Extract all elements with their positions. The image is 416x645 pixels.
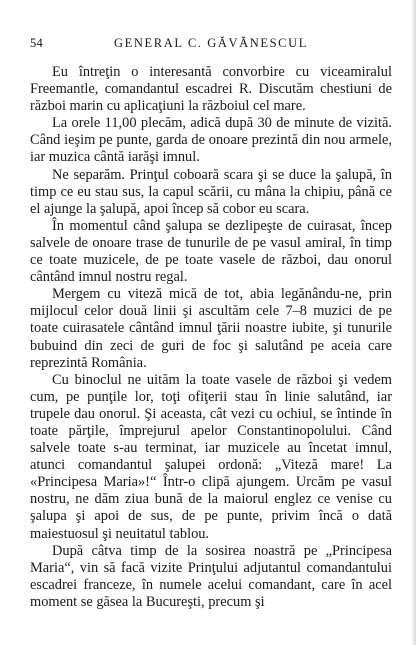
paragraph: Cu binoclul ne uităm la toate vasele de război şi vedem cum, pe punţile lor, toţi ofiţerii stau în linie salutând, iar trupele dau onorul. Şi aceasta, cât vezi cu ochiul, se întinde în toate părţile, împrejurul apelor Constantinopolului. Când salvele toate s-au terminat, iar muzicele au încetat imnul, atunci comandantul şalupei ordonă: „Viteză mare! La «Principesa Maria»!“ Într-o clipă ajungem. Urcăm pe vasul nostru, ne dăm ziua bună de la maiorul englez ce venise cu şalupa şi apoi de sus, de pe punte, privim încă o dată maiestuosul şi neuitatul tablou. [30,371,392,542]
paragraph: La orele 11,00 plecăm, adică după 30 de minute de vizită. Când ieşim pe punte, garda de onoare prezintă din nou armele, iar muzica cântă iarăşi imnul. [30,115,392,166]
paragraph: În momentul când şalupa se dezlipeşte de cuirasat, încep salvele de onoare trase de tunurile de pe vasul amiral, în timp ce toate muzicele, de pe toate vasele de război, dau onorul cântând imnul nostru regal. [30,217,392,286]
page-edge-shadow [411,0,416,645]
paragraph: Eu întreţin o interesantă convorbire cu viceamiralul Freemantle, comandantul escadrei R. Discutăm chestiuni de război marin cu aplicaţiuni la războiul cel mare. [30,64,392,115]
paragraph: Mergem cu viteză mică de tot, abia legănându-ne, prin mijlocul celor două linii şi ascultăm cele 7–8 muzici de pe toate cuirasatele cântând imnul ţării noastre iubite, şi tunurile bubuind din zeci de guri de foc şi salutând pe aceia care reprezintă România. [30,286,392,371]
page-number: 54 [30,36,43,50]
body-text [30,64,392,611]
paragraph: După câtva timp de la sosirea noastră pe „Principesa Maria“, vin să facă vizite Prinţului adjutantul comandantului escadrei franceze, în numele acelui comandant, care în acel moment se găsea la Bucureşti, precum şi [30,542,392,610]
page-header [30,36,392,54]
paragraph: Ne separăm. Prinţul coboară scara şi se duce la şalupă, în timp ce eu stau sus, la capul scării, cu mâna la chipiu, până ce el ajunge la şalupă, apoi încep să cobor eu scara. [30,166,392,217]
running-head: GENERAL C. GĂVĂNESCUL [114,36,308,50]
